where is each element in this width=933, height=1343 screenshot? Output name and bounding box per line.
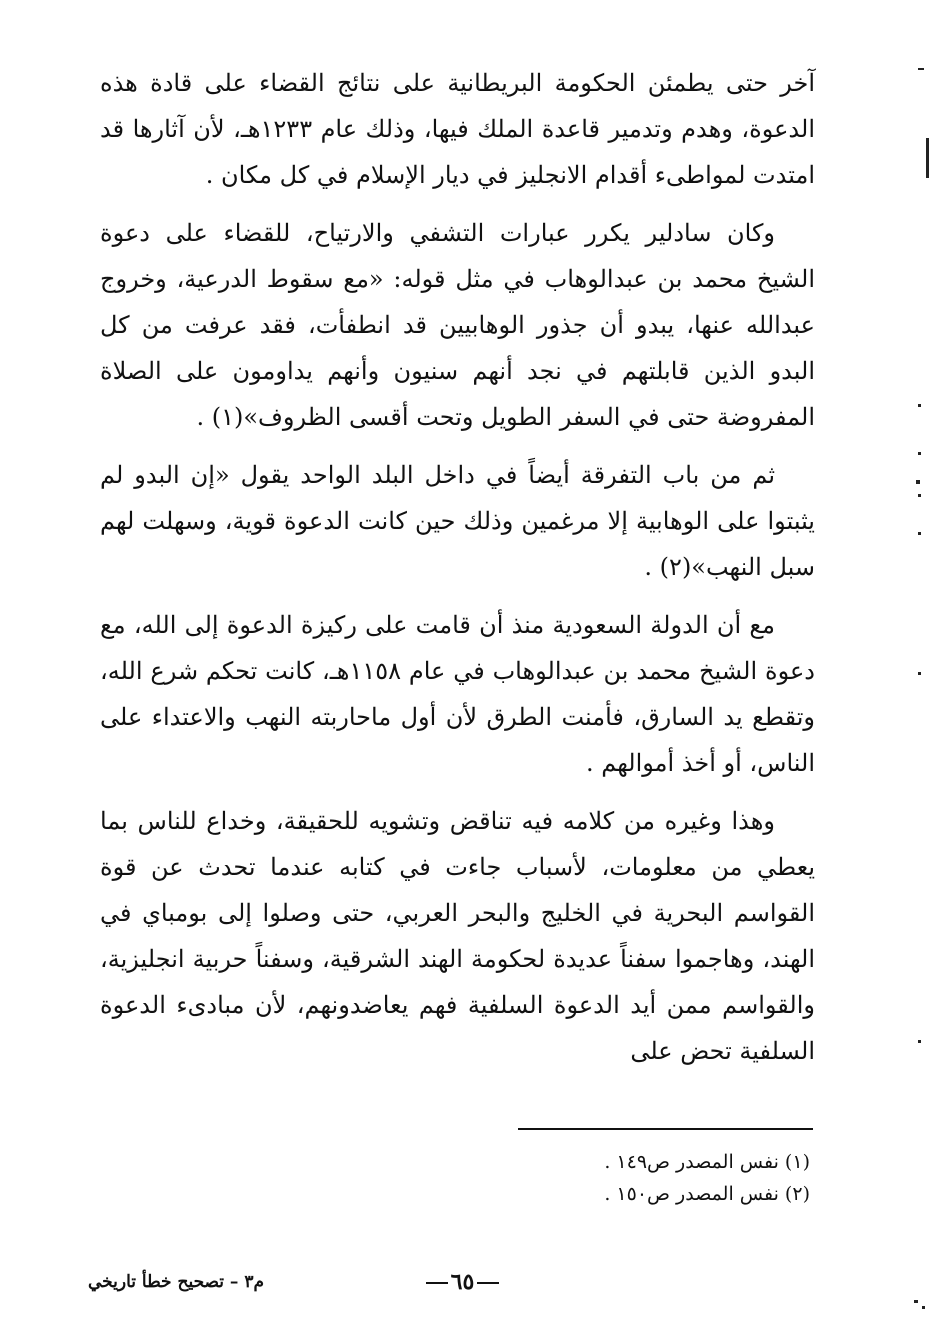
scan-mark [922,1306,925,1309]
scan-mark [918,68,924,70]
footnote-separator [518,1128,813,1130]
paragraph-5: وهذا وغيره من كلامه فيه تناقض وتشويه للحقيقة، وخداع للناس بما يعطي من معلومات، لأسباب جاءت في كتابه عندما تحدث عن قوة القواسم البحرية في الخليج والبحر العربي، حتى وصلوا إلى بومباي في الهند، وهاجموا سفناً عديدة لحكومة الهند الشرقية، وسفناً حربية انجليزية، والقواسم ممن أيد الدعوة السلفية فهم يعاضدونهم، لأن مبادىء الدعوة السلفية تحض على [100,807,816,1065]
scan-mark [926,138,929,178]
scan-mark [918,452,921,455]
footnote-2: (٢) نفس المصدر ص١٥٠ . [604,1183,810,1205]
paragraph-3: ثم من باب التفرقة أيضاً في داخل البلد الواحد يقول «إن البدو لم يثبتوا على الوهابية إلا مرغمين وذلك حين كانت الدعوة قوية، وسهلت لهم سبل النهب»(٢) . [100,461,815,581]
page-footer [0,1262,933,1302]
footnote-1: (١) نفس المصدر ص١٤٩ . [604,1151,810,1173]
scan-mark [918,672,921,675]
page-number: ٦٥ [415,1262,510,1302]
scan-mark [918,1040,921,1043]
scan-mark [918,494,921,497]
scan-mark [918,532,921,535]
paragraph-2: وكان سادلير يكرر عبارات التشفي والارتياح، للقضاء على دعوة الشيخ محمد بن عبدالوهاب في مثل قوله: «مع سقوط الدرعية، وخروج عبدالله عنها، يبدو أن جذور الوهابيين قد انطفأت، فقد عرفت من كل البدو الذين قابلتهم في نجد أنهم سنيون وأنهم يداومون على الصلاة المفروضة حتى في السفر الطويل وتحت أقسى الظروف»(١) . [100,219,815,431]
book-signature: م٣ – تصحيح خطأ تاريخي [88,1272,265,1292]
body-text [100,60,815,1086]
footnotes [440,1146,810,1210]
scan-mark [918,404,921,407]
paragraph-4: مع أن الدولة السعودية منذ أن قامت على ركيزة الدعوة إلى الله، مع دعوة الشيخ محمد بن عبدالوهاب في عام ١١٥٨هـ، كانت تحكم شرع الله، وتقطع يد السارق، فأمنت الطرق لأن أول ماحاربته النهب والاعتداء على الناس، أو أخذ أموالهم . [100,611,815,777]
scan-mark [914,1300,918,1303]
scan-mark [916,480,920,484]
paragraph-1: آخر حتى يطمئن الحكومة البريطانية على نتائج القضاء على قادة هذه الدعوة، وهدم وتدمير قاعدة الملك فيها، وذلك عام ١٢٣٣هـ، لأن آثارها قد امتدت لمواطىء أقدام الانجليز في ديار الإسلام في كل مكان . [100,69,815,189]
